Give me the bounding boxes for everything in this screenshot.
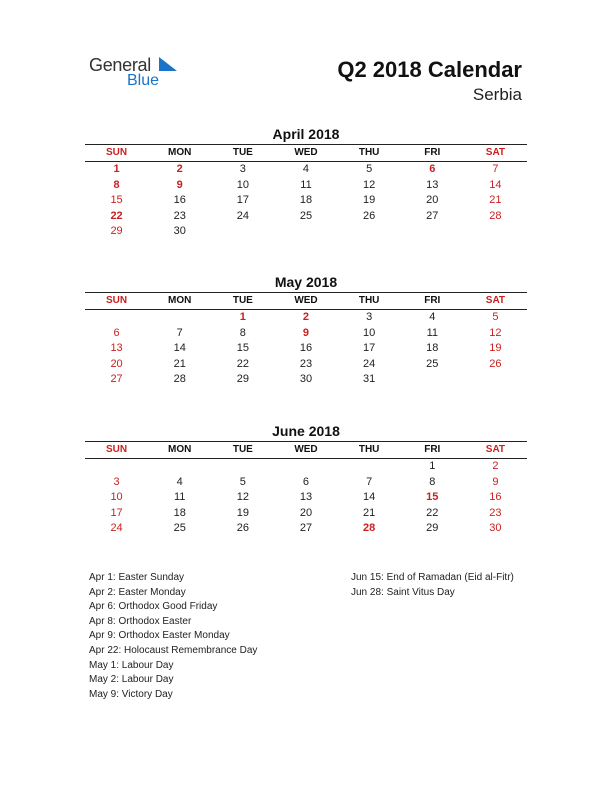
day-cell: 4 (429, 311, 436, 323)
logo-general-text: General (89, 55, 151, 75)
day-cell: 9 (492, 475, 499, 488)
holiday-list-right (351, 571, 514, 600)
day-cell: 13 (426, 178, 439, 191)
week-row (85, 209, 527, 225)
day-cell: 5 (366, 163, 373, 175)
holiday-entry: Apr 1: Easter Sunday (89, 572, 185, 583)
day-cell: 24 (236, 209, 249, 222)
day-cell: 20 (426, 194, 439, 206)
holiday-list-left (89, 571, 257, 702)
weekday-header: WED (294, 147, 318, 158)
holiday-entry: Jun 15: End of Ramadan (Eid al-Fitr) (351, 572, 514, 583)
day-cell: 16 (173, 194, 186, 206)
weekday-header: THU (358, 444, 380, 455)
day-cell: 16 (299, 342, 313, 354)
empty-day-cell (338, 459, 401, 475)
holiday-entry: May 2: Labour Day (89, 674, 174, 686)
day-cell: 15 (236, 342, 249, 354)
holiday-entry: May 1: Labour Day (89, 659, 174, 671)
weekday-header: THU (358, 295, 380, 306)
weekday-header: TUE (232, 147, 253, 158)
day-cell: 8 (429, 475, 436, 488)
day-cell: 30 (299, 373, 313, 385)
month-april (85, 125, 527, 240)
week-row (85, 326, 527, 342)
month-title: May 2018 (274, 274, 338, 290)
day-cell: 31 (363, 373, 376, 385)
week-row (85, 178, 527, 194)
day-cell: 8 (239, 326, 246, 339)
month-title: April 2018 (272, 126, 340, 142)
empty-day-cell (85, 310, 148, 326)
empty-day-cell (148, 459, 211, 475)
day-cell: 3 (239, 163, 246, 175)
day-cell: 9 (176, 178, 183, 191)
day-cell: 15 (110, 194, 123, 206)
day-cell: 21 (173, 357, 186, 370)
day-cell: 7 (366, 475, 373, 488)
day-cell: 29 (426, 522, 439, 534)
day-cell: 8 (113, 178, 120, 191)
day-cell: 21 (363, 506, 376, 519)
day-cell: 22 (110, 209, 123, 222)
weekday-header: FRI (424, 147, 441, 158)
day-cell: 29 (236, 373, 249, 385)
day-cell: 22 (426, 506, 439, 519)
day-cell: 21 (489, 194, 502, 206)
weekday-header: SAT (485, 147, 506, 158)
week-row (85, 475, 527, 491)
week-row (85, 193, 527, 209)
day-cell: 24 (110, 522, 123, 534)
day-cell: 19 (236, 506, 249, 519)
holiday-entry: Apr 8: Orthodox Easter (89, 615, 192, 627)
week-row (85, 357, 527, 373)
day-cell: 28 (363, 522, 376, 534)
day-cell: 3 (113, 475, 120, 488)
day-cell: 10 (236, 178, 249, 191)
empty-day-cell (401, 372, 464, 388)
week-row (85, 506, 527, 522)
day-cell: 18 (299, 194, 313, 206)
weekday-header-row (85, 145, 527, 162)
weekday-header: FRI (424, 444, 441, 455)
weekday-header: WED (294, 295, 318, 306)
day-cell: 11 (174, 491, 186, 503)
day-cell: 20 (110, 357, 123, 370)
empty-day-cell (274, 224, 337, 240)
empty-day-cell (401, 224, 464, 240)
day-cell: 18 (173, 506, 186, 519)
day-cell: 14 (363, 491, 376, 503)
day-cell: 16 (489, 491, 502, 503)
weekday-header: TUE (232, 295, 253, 306)
month-june (85, 422, 527, 537)
weekday-header: SUN (106, 147, 128, 158)
day-cell: 17 (110, 506, 123, 519)
holiday-entry: Apr 9: Orthodox Easter Monday (89, 630, 230, 642)
weekday-header: SAT (485, 295, 506, 306)
day-cell: 6 (302, 475, 310, 488)
day-cell: 3 (366, 311, 373, 323)
weekday-header: THU (358, 147, 380, 158)
week-row (85, 490, 527, 506)
day-cell: 12 (363, 178, 376, 191)
weekday-header: SUN (106, 444, 128, 455)
week-row (85, 372, 527, 388)
weekday-header: MON (168, 444, 192, 455)
weekday-header: SUN (106, 295, 128, 306)
day-cell: 28 (489, 209, 502, 222)
day-cell: 4 (302, 163, 310, 175)
week-row (85, 341, 527, 357)
week-row (85, 459, 527, 475)
empty-day-cell (211, 459, 274, 475)
weekday-header: SAT (485, 444, 506, 455)
logo (89, 55, 199, 95)
weekday-header-row (85, 442, 527, 459)
weekday-header: TUE (232, 444, 253, 455)
weekday-header: MON (168, 147, 192, 158)
holiday-entry: Apr 2: Easter Monday (89, 586, 186, 598)
weekday-header: WED (294, 444, 318, 455)
logo-flag-icon (159, 57, 177, 71)
page-title: Q2 2018 Calendar (337, 57, 522, 82)
day-cell: 15 (426, 491, 439, 503)
day-cell: 4 (176, 475, 183, 488)
day-cell: 1 (429, 460, 436, 472)
week-row (85, 224, 527, 240)
day-cell: 29 (110, 225, 123, 237)
day-cell: 5 (239, 475, 246, 488)
empty-day-cell (85, 459, 148, 475)
day-cell: 23 (299, 357, 313, 370)
day-cell: 10 (110, 491, 123, 503)
country-name: Serbia (472, 85, 522, 104)
day-cell: 10 (363, 326, 376, 339)
day-cell: 7 (492, 163, 499, 175)
empty-day-cell (211, 224, 274, 240)
day-cell: 23 (173, 209, 186, 222)
day-cell: 7 (176, 326, 183, 339)
month-may (85, 273, 527, 388)
day-cell: 2 (302, 311, 310, 323)
day-cell: 26 (236, 522, 249, 534)
day-cell: 17 (236, 194, 249, 206)
empty-day-cell (338, 224, 401, 240)
day-cell: 13 (299, 491, 313, 503)
day-cell: 1 (239, 311, 246, 323)
day-cell: 6 (429, 163, 436, 175)
week-row (85, 162, 527, 178)
holiday-entry: May 9: Victory Day (89, 688, 173, 700)
weekday-header: FRI (424, 295, 441, 306)
day-cell: 13 (110, 342, 123, 354)
day-cell: 30 (489, 522, 502, 534)
holiday-entry: Apr 22: Holocaust Remembrance Day (89, 644, 258, 656)
day-cell: 24 (363, 357, 376, 370)
day-cell: 2 (176, 163, 183, 175)
day-cell: 25 (299, 209, 313, 222)
day-cell: 12 (236, 491, 249, 503)
logo-blue-text: Blue (127, 72, 160, 89)
day-cell: 5 (492, 311, 499, 323)
holiday-entry: Apr 6: Orthodox Good Friday (89, 601, 218, 613)
day-cell: 6 (113, 326, 120, 339)
week-row (85, 521, 527, 537)
day-cell: 14 (489, 178, 502, 191)
day-cell: 26 (489, 357, 502, 370)
day-cell: 19 (489, 342, 502, 354)
day-cell: 20 (299, 506, 313, 519)
day-cell: 17 (363, 342, 376, 354)
day-cell: 26 (363, 209, 376, 222)
day-cell: 9 (302, 326, 310, 339)
weekday-header-row (85, 293, 527, 310)
day-cell: 27 (110, 373, 123, 385)
day-cell: 27 (426, 209, 439, 222)
day-cell: 1 (113, 163, 120, 175)
weekday-header: MON (168, 295, 192, 306)
empty-day-cell (464, 224, 527, 240)
holiday-entry: Jun 28: Saint Vitus Day (351, 586, 455, 598)
day-cell: 11 (300, 178, 312, 191)
day-cell: 25 (426, 357, 439, 370)
day-cell: 27 (299, 522, 313, 534)
empty-day-cell (274, 459, 337, 475)
day-cell: 30 (173, 225, 186, 237)
week-row (85, 310, 527, 326)
month-title: June 2018 (272, 423, 340, 439)
empty-day-cell (148, 310, 211, 326)
day-cell: 25 (173, 522, 186, 534)
day-cell: 11 (426, 326, 438, 339)
day-cell: 19 (363, 194, 376, 206)
day-cell: 18 (426, 342, 439, 354)
day-cell: 14 (173, 342, 186, 354)
day-cell: 23 (489, 506, 502, 519)
day-cell: 2 (492, 460, 499, 472)
day-cell: 28 (173, 373, 186, 385)
day-cell: 12 (489, 326, 502, 339)
day-cell: 22 (236, 357, 249, 370)
empty-day-cell (464, 372, 527, 388)
